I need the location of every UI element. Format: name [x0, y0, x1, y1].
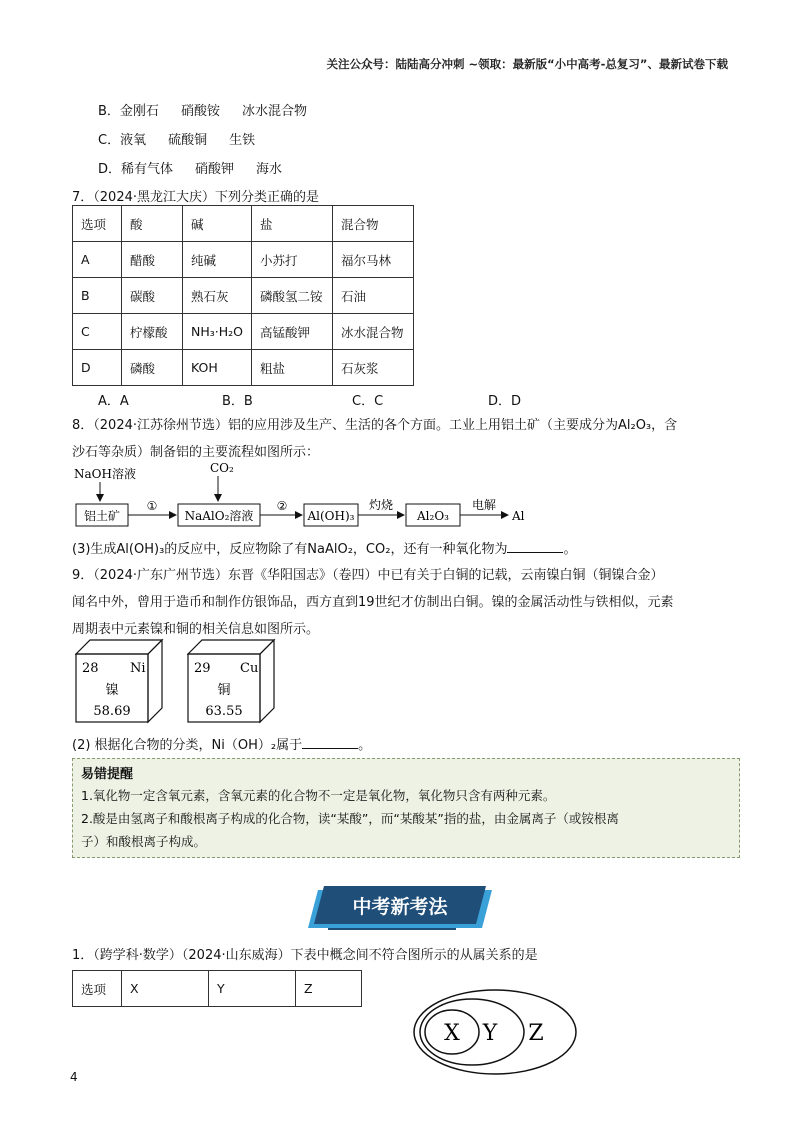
table-row	[73, 242, 414, 278]
q8-flow-diagram	[72, 460, 542, 532]
table-header-row	[73, 206, 414, 242]
table-cell: 磷酸氢二铵	[251, 278, 332, 314]
hint-text: 子）和酸根离子构成。	[81, 834, 207, 849]
q8-sub-text: (3)生成Al(OH)₃的反应中，反应物除了有NaAlO₂，CO₂，还有一种氧化物为	[72, 542, 508, 557]
option-item: 金刚石	[119, 104, 159, 119]
option-item: 生铁	[229, 133, 256, 148]
option-item: 硝酸钾	[195, 162, 235, 177]
flow-step-label: 灼烧	[368, 498, 394, 512]
q9-text-line: 9．（2024·广东广州节选）东晋《华阳国志》（卷四）中已有关于白铜的记载，云南镍白铜（铜镍合金）	[72, 568, 664, 583]
option-label: C．	[98, 133, 121, 148]
element-symbol: Ni	[130, 661, 146, 676]
option-b	[98, 100, 307, 119]
flow-box-label: Al(OH)₃	[307, 509, 355, 523]
flow-product: Al	[512, 509, 525, 523]
table-header-cell: 混合物	[332, 206, 413, 242]
option-item: 稀有气体	[121, 162, 174, 177]
hint-line: 1.氧化物一定含氧元素，含氧元素的化合物不一定是氧化物，氧化物只含有两种元素。	[81, 788, 556, 803]
page-header: 关注公众号：陆陆高分冲刺 ~领取：最新版“小中高考-总复习”、最新试卷下载	[326, 57, 728, 71]
table-cell: 粗盐	[251, 350, 332, 386]
table-cell: 熟石灰	[183, 278, 252, 314]
flow-step-label: ②	[276, 499, 288, 513]
table-cell: 石灰浆	[332, 350, 413, 386]
option-item: 冰水混合物	[241, 104, 307, 119]
table-cell: 柠檬酸	[122, 314, 183, 350]
new-q1-table	[72, 970, 362, 1007]
table-cell: 福尔马林	[332, 242, 413, 278]
table-header-cell: 选项	[73, 971, 122, 1007]
hint-line	[81, 807, 731, 853]
flow-reagent-co2: CO₂	[210, 461, 234, 475]
option-label: B．	[98, 104, 120, 119]
option-c	[98, 129, 255, 148]
atomic-mass: 58.69	[93, 704, 131, 719]
table-header-cell: 酸	[122, 206, 183, 242]
element-card-ni	[76, 640, 162, 722]
option-item: 液氧	[120, 133, 147, 148]
table-cell: D	[73, 350, 122, 386]
hint-text: 2.酸是由氢离子和酸根离子构成的化合物，读“某酸”，而“某酸某”指的盐，由金属离子（或铵根离	[81, 811, 619, 826]
table-cell: 高锰酸钾	[251, 314, 332, 350]
table-row	[73, 350, 414, 386]
q7-answer-a: A．A	[98, 394, 129, 409]
flow-box-label: NaAlO₂溶液	[184, 509, 254, 523]
flow-box-label: 铝土矿	[83, 509, 121, 523]
section-banner	[306, 884, 496, 934]
q8-stem	[72, 412, 732, 466]
flow-step-label: 电解	[471, 498, 497, 512]
q9-subquestion	[72, 734, 371, 753]
venn-ellipse-y	[420, 999, 524, 1065]
table-cell: NH₃·H₂O	[183, 314, 252, 350]
q8-sub-end: 。	[563, 542, 577, 557]
flow-box-label: Al₂O₃	[417, 509, 449, 523]
venn-label-z: Z	[528, 1021, 544, 1046]
flow-step-label: ①	[146, 499, 158, 513]
q9-text-line: 周期表中元素镍和铜的相关信息如图所示。	[72, 622, 320, 637]
hint-title: 易错提醒	[81, 767, 134, 782]
table-row	[73, 314, 414, 350]
table-header-cell: 碱	[183, 206, 252, 242]
q8-subquestion	[72, 538, 576, 557]
q7-title: 7．（2024·黑龙江大庆）下列分类正确的是	[72, 190, 319, 205]
q8-text-line: 沙石等杂质）制备铝的主要流程如图所示：	[72, 445, 320, 460]
atomic-number: 28	[82, 661, 99, 676]
option-item: 硫酸铜	[168, 133, 208, 148]
table-header-cell: Z	[296, 971, 362, 1007]
element-card-cu	[188, 640, 274, 722]
q9-sub-end: 。	[358, 738, 372, 753]
q8-text-line: 8．（2024·江苏徐州节选）铝的应用涉及生产、生活的各个方面。工业上用铝土矿（主要成分为Al₂O₃，含	[72, 418, 678, 433]
q9-text-line: 闻名中外，曾用于造币和制作仿银饰品，西方直到19世纪才仿制出白铜。镍的金属活动性与铁相似，元素	[72, 595, 674, 610]
table-row	[73, 278, 414, 314]
atomic-mass: 63.55	[205, 704, 243, 719]
table-cell: 磷酸	[122, 350, 183, 386]
table-cell: 冰水混合物	[332, 314, 413, 350]
table-header-cell: X	[122, 971, 209, 1007]
element-name: 铜	[217, 683, 231, 698]
answer-blank[interactable]	[507, 540, 563, 553]
q9-sub-text: (2) 根据化合物的分类，Ni（OH）₂属于	[72, 738, 303, 753]
table-cell: 纯碱	[183, 242, 252, 278]
table-cell: A	[73, 242, 122, 278]
venn-diagram	[410, 986, 580, 1078]
error-hint-box	[72, 758, 740, 858]
q7-answer-b: B．B	[222, 394, 253, 409]
table-cell: 小苏打	[251, 242, 332, 278]
option-item: 海水	[256, 162, 283, 177]
venn-label-x: X	[444, 1021, 460, 1046]
table-cell: 醋酸	[122, 242, 183, 278]
q9-stem	[72, 562, 732, 643]
option-label: D．	[98, 162, 122, 177]
banner-title: 中考新考法	[352, 896, 448, 918]
flow-reagent-naoh: NaOH溶液	[74, 467, 136, 481]
table-cell: 碳酸	[122, 278, 183, 314]
table-cell: C	[73, 314, 122, 350]
venn-label-y: Y	[482, 1021, 498, 1046]
answer-blank[interactable]	[302, 736, 358, 749]
atomic-number: 29	[194, 661, 211, 676]
q7-answer-c: C．C	[352, 394, 384, 409]
option-d	[98, 158, 282, 177]
element-cards	[72, 636, 312, 726]
q7-answer-d: D．D	[488, 394, 522, 409]
table-header-row	[73, 971, 362, 1007]
element-name: 镍	[105, 683, 119, 698]
table-header-cell: 选项	[73, 206, 122, 242]
table-header-cell: 盐	[251, 206, 332, 242]
new-q1-title: 1．（跨学科·数学）（2024·山东威海）下表中概念间不符合图所示的从属关系的是	[72, 948, 538, 963]
table-header-cell: Y	[209, 971, 296, 1007]
table-cell: B	[73, 278, 122, 314]
q7-table	[72, 205, 414, 386]
option-item: 硝酸铵	[180, 104, 220, 119]
table-cell: 石油	[332, 278, 413, 314]
page-number: 4	[70, 1070, 78, 1084]
table-cell: KOH	[183, 350, 252, 386]
element-symbol: Cu	[240, 661, 259, 676]
